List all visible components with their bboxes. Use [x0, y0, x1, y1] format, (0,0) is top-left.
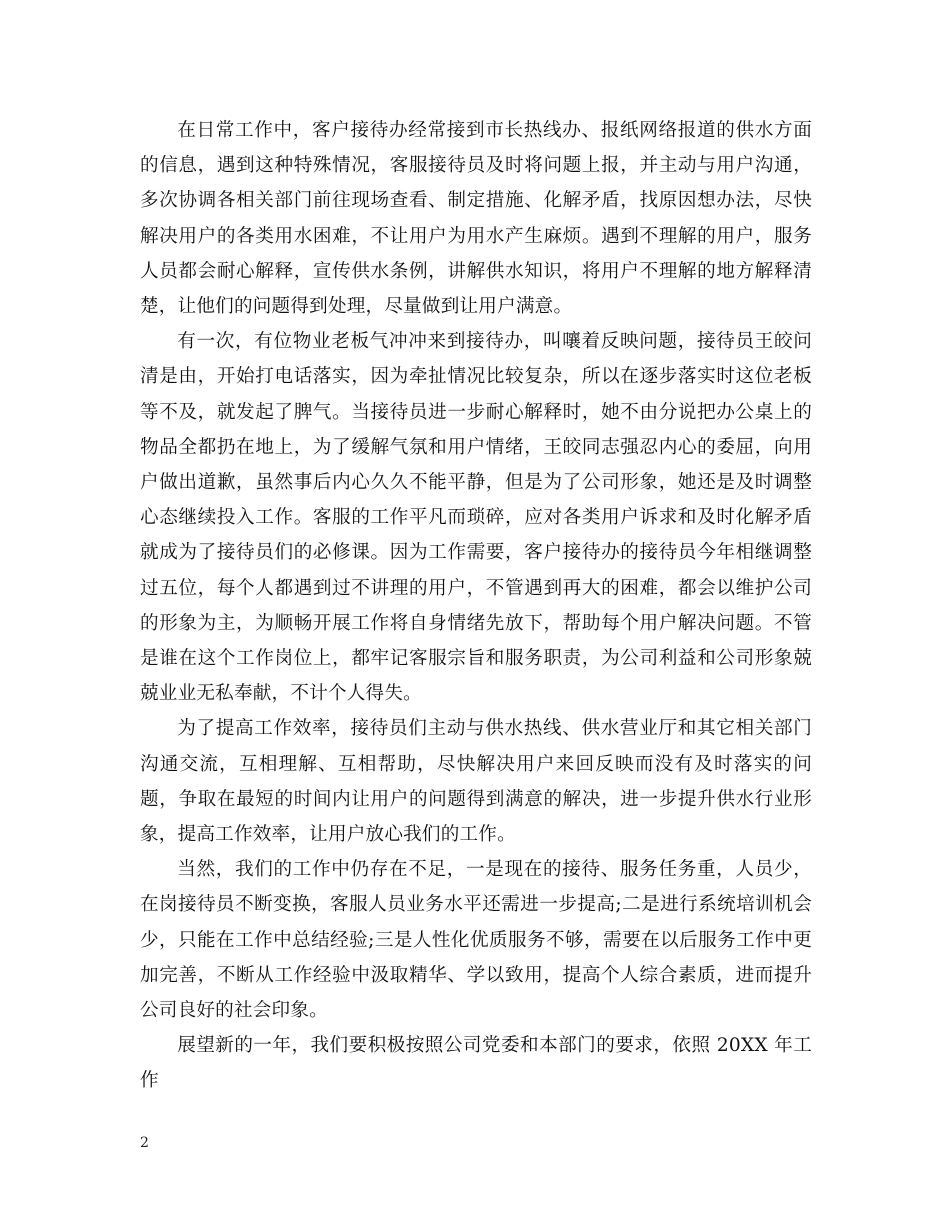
paragraph-1: 在日常工作中，客户接待办经常接到市长热线办、报纸网络报道的供水方面的信息，遇到这种特殊情况，客服接待员及时将问题上报，并主动与用户沟通，多次协调各相关部门前往现场查看、制定措施、化解矛盾，找原因想办法，尽快解决用户的各类用水困难，不让用户为用水产生麻烦。遇到不理解的用户，服务人员都会耐心解释，宣传供水条例，讲解供水知识，将用户不理解的地方解释清楚，让他们的问题得到处理，尽量做到让用户满意。	[140, 120, 812, 318]
paragraph-2: 有一次，有位物业老板气冲冲来到接待办，叫嚷着反映问题，接待员王皎问清是由，开始打电话落实，因为牵扯情况比较复杂，所以在逐步落实时这位老板等不及，就发起了脾气。当接待员进一步耐心解释时，她不由分说把办公桌上的物品全都扔在地上，为了缓解气氛和用户情绪，王皎同志强忍内心的委屈，向用户做出道歉，虽然事后内心久久不能平静，但是为了公司形象，她还是及时调整心态继续投入工作。客服的工作平凡而琐碎，应对各类用户诉求和及时化解矛盾就成为了接待员们的必修课。因为工作需要，客户接待办的接待员今年相继调整过五位，每个人都遇到过不讲理的用户，不管遇到再大的困难，都会以维护公司的形象为主，为顺畅开展工作将自身情绪先放下，帮助每个用户解决问题。不管是谁在这个工作岗位上，都牢记客服宗旨和服务职责，为公司利益和公司形象兢兢业业无私奉献，不计个人得失。	[140, 331, 812, 705]
paragraph-5: 展望新的一年，我们要积极按照公司党委和本部门的要求，依照 20XX 年工作	[140, 1035, 812, 1092]
page-number: 2	[140, 1135, 149, 1151]
document-body	[140, 113, 812, 1099]
paragraph-3: 为了提高工作效率，接待员们主动与供水热线、供水营业厅和其它相关部门沟通交流，互相理解、互相帮助，尽快解决用户来回反映而没有及时落实的问题，争取在最短的时间内让用户的问题得到满意的解决，进一步提升供水行业形象，提高工作效率，让用户放心我们的工作。	[140, 718, 812, 846]
paragraph-4: 当然，我们的工作中仍存在不足，一是现在的接待、服务任务重，人员少，在岗接待员不断变换，客服人员业务水平还需进一步提高;二是进行系统培训机会少，只能在工作中总结经验;三是人性化优质服务不够，需要在以后服务工作中更加完善，不断从工作经验中汲取精华、学以致用，提高个人综合素质，进而提升公司良好的社会印象。	[140, 859, 812, 1022]
